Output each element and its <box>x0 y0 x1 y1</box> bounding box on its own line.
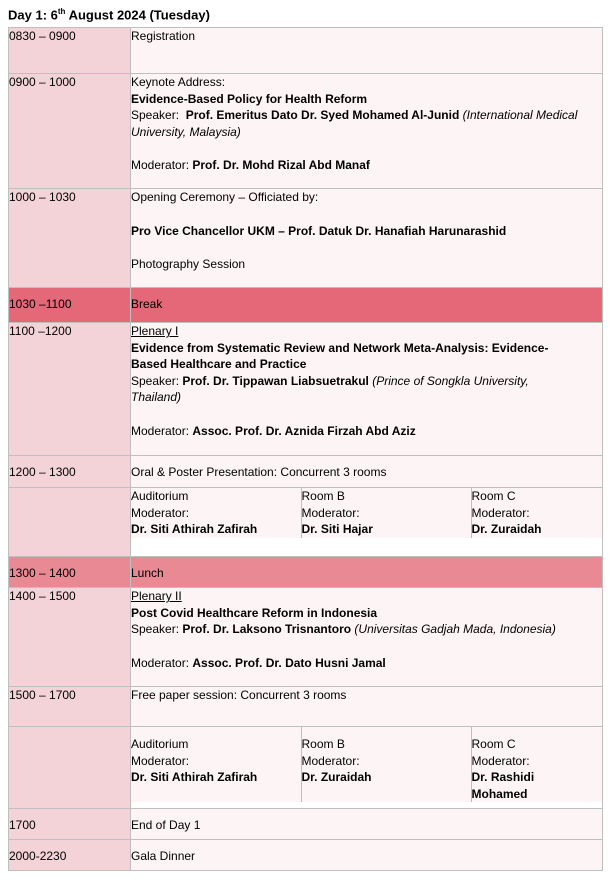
content-cell <box>131 28 603 74</box>
moderator-label: Moderator: <box>131 158 190 172</box>
room-c <box>471 727 602 802</box>
row-end-of-day <box>9 809 603 840</box>
plenary-speaker <box>131 373 572 406</box>
time-cell <box>9 323 131 456</box>
day-title-prefix: Day 1: 6 <box>8 7 58 23</box>
moderator-name: Assoc. Prof. Dr. Aznida Firzah Abd Aziz <box>192 423 416 438</box>
day-title-sup: th <box>57 7 66 16</box>
time-cell <box>9 189 131 288</box>
time-cell <box>9 809 131 840</box>
time-cell <box>9 288 131 323</box>
room-name: Auditorium <box>131 489 189 503</box>
moderator-label: Moderator: <box>131 753 190 768</box>
moderator-name: Dr. Siti Athirah Zafirah <box>131 522 258 536</box>
time-cell <box>9 727 131 809</box>
room-c <box>471 488 602 538</box>
room-b <box>301 488 471 538</box>
rooms-cell <box>131 488 603 557</box>
row-plenary-2 <box>9 588 603 687</box>
content-cell <box>131 74 603 189</box>
time-text: 1500 – 1700 <box>9 688 76 702</box>
time-cell <box>9 74 131 189</box>
moderator-name: Dr. Zuraidah <box>301 770 372 784</box>
plenary-title: Post Covid Healthcare Reform in Indonesia <box>131 605 378 620</box>
room-name: Auditorium <box>131 737 189 751</box>
room-auditorium <box>131 488 301 538</box>
speaker-name: Prof. Emeritus Dato Dr. Syed Mohamed Al-Junid <box>185 108 460 122</box>
event-text: Gala Dinner <box>131 849 196 863</box>
day-title <box>8 7 210 22</box>
time-text: 1000 – 1030 <box>9 190 76 204</box>
content-cell <box>131 809 603 840</box>
keynote-title: Evidence-Based Policy for Health Reform <box>131 91 368 106</box>
time-cell <box>9 456 131 488</box>
photography-session: Photography Session <box>131 257 246 271</box>
time-cell <box>9 687 131 727</box>
event-text: Break <box>131 297 163 311</box>
time-cell <box>9 840 131 871</box>
plenary-speaker <box>131 621 602 638</box>
time-text: 1200 – 1300 <box>9 465 76 479</box>
row-lunch <box>9 557 603 588</box>
content-cell <box>131 323 603 456</box>
content-cell <box>131 456 603 488</box>
time-text: 1300 – 1400 <box>9 566 76 580</box>
row-oral-rooms <box>9 488 603 557</box>
time-cell <box>9 28 131 74</box>
time-cell <box>9 488 131 557</box>
content-cell <box>131 840 603 871</box>
event-text: Oral & Poster Presentation: Concurrent 3 rooms <box>131 465 387 479</box>
row-plenary-1 <box>9 323 603 456</box>
content-cell <box>131 557 603 588</box>
plenary-label: Plenary II <box>131 589 182 603</box>
time-text: 0830 – 0900 <box>9 29 76 43</box>
row-break <box>9 288 603 323</box>
moderator-name: Dr. Zuraidah <box>471 522 542 536</box>
speaker-label: Speaker: <box>131 622 180 636</box>
room-name: Room C <box>471 737 516 751</box>
moderator-name: Prof. Dr. Mohd Rizal Abd Manaf <box>192 158 370 172</box>
content-cell <box>131 687 603 727</box>
speaker-name: Prof. Dr. Tippawan Liabsuetrakul <box>182 373 369 388</box>
room-name: Room C <box>471 489 516 503</box>
time-text: 0900 – 1000 <box>9 75 76 89</box>
event-text: Free paper session: Concurrent 3 rooms <box>131 688 347 702</box>
time-text: 1100 –1200 <box>9 324 72 338</box>
officiator: Pro Vice Chancellor UKM – Prof. Datuk Dr. Hanafiah Harunarashid <box>131 223 507 238</box>
time-text: 1700 <box>9 818 36 832</box>
moderator-name: Assoc. Prof. Dr. Dato Husni Jamal <box>192 655 386 670</box>
row-free-paper <box>9 687 603 727</box>
time-text: 2000-2230 <box>9 849 67 863</box>
content-cell <box>131 588 603 687</box>
moderator-label: Moderator: <box>131 505 190 520</box>
row-oral-poster <box>9 456 603 488</box>
row-registration <box>9 28 603 74</box>
moderator-name: Dr. Siti Athirah Zafirah <box>131 770 258 784</box>
keynote-heading: Keynote Address: <box>131 75 226 89</box>
speaker-affiliation: (International Medical University, Malaysia) <box>131 108 578 139</box>
time-text: 1400 – 1500 <box>9 589 76 603</box>
row-opening <box>9 189 603 288</box>
moderator-label: Moderator: <box>131 423 190 438</box>
plenary-moderator <box>131 655 602 672</box>
moderator-name: Dr. Rashidi Mohamed <box>471 770 535 801</box>
room-name: Room B <box>301 737 345 751</box>
time-cell <box>9 588 131 687</box>
keynote-moderator <box>131 157 602 174</box>
content-cell <box>131 189 603 288</box>
row-keynote <box>9 74 603 189</box>
plenary-label: Plenary I <box>131 324 179 338</box>
time-cell <box>9 557 131 588</box>
moderator-label: Moderator: <box>131 655 190 670</box>
event-text: Registration <box>131 29 196 43</box>
event-text: Lunch <box>131 566 164 580</box>
moderator-label: Moderator: <box>301 505 360 520</box>
moderator-name: Dr. Siti Hajar <box>301 522 373 536</box>
plenary-moderator <box>131 423 572 440</box>
content-cell <box>131 288 603 323</box>
plenary-title: Evidence from Systematic Review and Network Meta-Analysis: Evidence-Based Healthcare and Practice <box>131 340 549 371</box>
moderator-label: Moderator: <box>471 753 530 768</box>
day-title-suffix: August 2024 (Tuesday) <box>65 7 210 23</box>
programme-table <box>8 27 603 871</box>
event-text: End of Day 1 <box>131 818 201 832</box>
moderator-label: Moderator: <box>471 505 530 520</box>
row-free-rooms <box>9 727 603 809</box>
opening-line: Opening Ceremony – Officiated by: <box>131 190 319 204</box>
keynote-speaker <box>131 107 602 140</box>
speaker-label: Speaker: <box>131 373 180 388</box>
speaker-label: Speaker: <box>131 108 180 122</box>
speaker-affiliation: (Prince of Songkla University, Thailand) <box>131 373 529 404</box>
room-auditorium <box>131 727 301 802</box>
room-b <box>301 727 471 802</box>
rooms-table <box>131 488 602 538</box>
speaker-affiliation: (Universitas Gadjah Mada, Indonesia) <box>354 622 556 636</box>
room-name: Room B <box>301 489 345 503</box>
moderator-label: Moderator: <box>301 753 360 768</box>
row-gala-dinner <box>9 840 603 871</box>
rooms-cell <box>131 727 603 809</box>
rooms-table <box>131 727 602 802</box>
speaker-name: Prof. Dr. Laksono Trisnantoro <box>182 622 352 636</box>
time-text: 1030 –1100 <box>9 297 72 311</box>
